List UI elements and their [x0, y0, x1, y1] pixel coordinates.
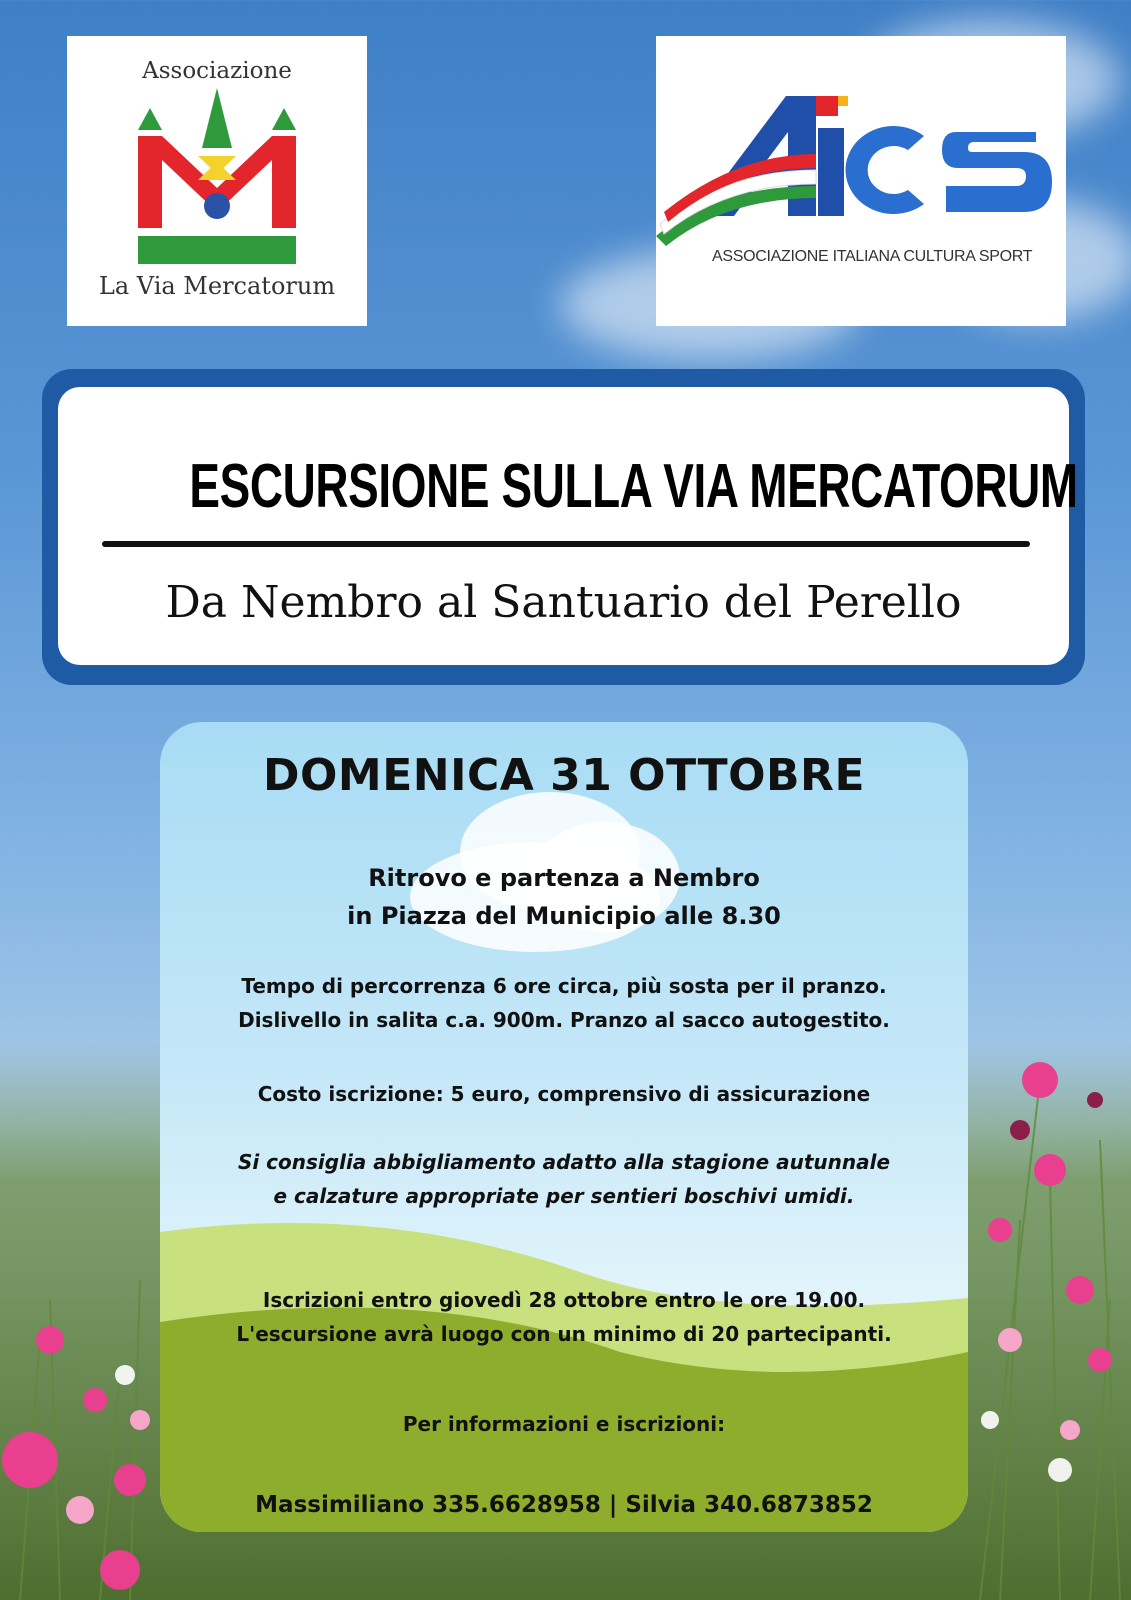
- advice-line-2: e calzature appropriate per sentieri boschivi umidi.: [273, 1184, 855, 1208]
- title-frame: [42, 369, 1085, 685]
- aics-subtitle: ASSOCIAZIONE ITALIANA CULTURA SPORT: [712, 248, 1033, 265]
- aics-emblem-icon: [656, 36, 1066, 256]
- meeting-line-2: in Piazza del Municipio alle 8.30: [347, 902, 781, 930]
- advice-line-1: Si consiglia abbigliamento adatto alla stagione autunnale: [237, 1150, 891, 1174]
- registration-line-2: L'escursione avrà luogo con un minimo di 20 partecipanti.: [236, 1322, 892, 1346]
- contacts-line: Massimiliano 335.6628958 | Silvia 340.6873852: [255, 1492, 873, 1518]
- page-subtitle: Da Nembro al Santuario del Perello: [165, 577, 962, 628]
- logo-left-top-text: Associazione: [142, 58, 292, 84]
- logo-aics: [656, 36, 1066, 326]
- duration-line-2: Dislivello in salita c.a. 900m. Pranzo al sacco autogestito.: [238, 1008, 890, 1032]
- info-label: Per informazioni e iscrizioni:: [402, 1412, 726, 1436]
- page-title: ESCURSIONE SULLA VIA MERCATORUM: [189, 452, 1078, 521]
- logo-via-mercatorum: [67, 36, 367, 326]
- meeting-line-1: Ritrovo e partenza a Nembro: [368, 864, 760, 892]
- event-info-card: [160, 722, 968, 1532]
- logo-left-bottom-text: La Via Mercatorum: [98, 272, 336, 300]
- title-divider: [102, 541, 1030, 547]
- cost-line: Costo iscrizione: 5 euro, comprensivo di assicurazione: [257, 1082, 871, 1106]
- title-panel: [58, 387, 1078, 665]
- card-hills: [160, 1202, 968, 1532]
- duration-line-1: Tempo di percorrenza 6 ore circa, più sosta per il pranzo.: [241, 974, 887, 998]
- registration-line-1: Iscrizioni entro giovedì 28 ottobre entro le ore 19.00.: [262, 1288, 866, 1312]
- via-mercatorum-emblem-icon: [138, 88, 296, 266]
- event-date: DOMENICA 31 OTTOBRE: [263, 750, 865, 801]
